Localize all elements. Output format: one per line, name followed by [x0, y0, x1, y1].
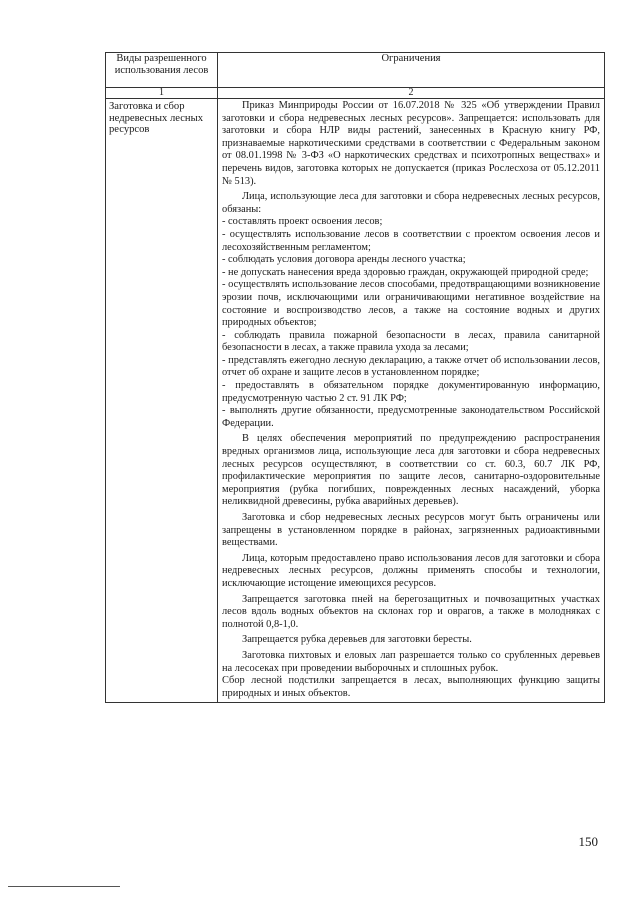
paragraph: Лица, использующие леса для заготовки и сбора недревесных лесных ресурсов, обязаны:	[222, 191, 600, 215]
restrictions-cell	[218, 99, 605, 703]
restrictions-text	[218, 99, 604, 702]
paragraph: Лица, которым предоставлено право использования лесов для заготовки и сбора недревесных лесных ресурсов, должны применять способы и технологии, исключающие истощение имеющихся ресурсов.	[222, 552, 600, 589]
list-item: - соблюдать условия договора аренды лесного участка;	[222, 254, 466, 266]
table-row	[106, 99, 605, 703]
paragraph: Запрещается заготовка пней на берегозащитных и почвозащитных участках лесов вдоль водных объектов на склонах гор и оврагов, а также в молодняках с полнотой 0,8-1,0.	[222, 593, 600, 630]
page-number: 150	[578, 834, 598, 849]
footnote-divider	[8, 886, 120, 887]
list-item: - составлять проект освоения лесов;	[222, 216, 383, 228]
column-number-2: 2	[218, 88, 605, 99]
paragraph: В целях обеспечения мероприятий по предупреждению распространения вредных организмов лица, использующие леса для заготовки и сбора недревесных лесных ресурсов осуществляют, в соответствии со ст. 60.3, 60.7 ЛК РФ, профилактические мероприятия по защите лесов, санитарно-оздоровительные мероприятия (рубка погибших, поврежденных лесных насаждений, уборка неликвидной древесины, рубка аварийных деревьев).	[222, 433, 600, 508]
list-item: - осуществлять использование лесов способами, предотвращающими возникновение эрозии почв, исключающими или ограничивающими негативное воздействие на состояние и воспроизводство лесов, а также на состояние водных и других природных объектов;	[222, 279, 600, 329]
list-item: - осуществлять использование лесов в соответствии с проектом освоения лесов и лесохозяйственным регламентом;	[222, 228, 600, 253]
restrictions-table	[105, 52, 605, 703]
list-item: - не допускать нанесения вреда здоровью граждан, окружающей природной среде;	[222, 266, 589, 278]
table-header-row	[106, 53, 605, 88]
paragraph: Заготовка пихтовых и еловых лап разрешается только со срубленных деревьев на лесосеках при проведении выборочных и сплошных рубок.	[222, 649, 600, 674]
paragraph: Приказ Минприроды России от 16.07.2018 № 325 «Об утверждении Правил заготовки и сбора недревесных лесных ресурсов». Запрещается: использовать для заготовки и сбора НЛР виды растений, занесенных в Красную книгу РФ, признаваемые наркотическими средствами в соответствии с Федеральным законом от 08.01.1998 № 3-ФЗ «О наркотических средствах и психотропных веществах» и перечень видов, заготовка которых не допускается (приказ Рослесхоза от 05.12.2011 № 513).	[222, 100, 600, 187]
column-number-row	[106, 88, 605, 99]
header-forest-use-types: Виды разрешенного использования лесов	[106, 53, 218, 88]
list-item: - представлять ежегодно лесную декларацию, а также отчет об использовании лесов, отчет об охране и защите лесов в установленном порядке;	[222, 354, 600, 379]
column-number-1: 1	[106, 88, 218, 99]
paragraph: Заготовка и сбор недревесных лесных ресурсов могут быть ограничены или запрещены в установленном порядке в районах, загрязненных радиоактивными веществами.	[222, 512, 600, 549]
paragraph: Запрещается рубка деревьев для заготовки бересты.	[242, 634, 472, 646]
paragraph: Сбор лесной подстилки запрещается в лесах, выполняющих функцию защиты природных и иных объектов.	[222, 675, 600, 699]
list-item: - соблюдать правила пожарной безопасности в лесах, правила санитарной безопасности в лесах, а также правила ухода за лесами;	[222, 329, 600, 354]
forest-use-type-cell: Заготовка и сбор недревесных лесных ресурсов	[106, 99, 218, 703]
list-item: - выполнять другие обязанности, предусмотренные законодательством Российской Федерации.	[222, 405, 600, 429]
header-restrictions: Ограничения	[218, 53, 605, 88]
list-item: - предоставлять в обязательном порядке документированную информацию, предусмотренную частью 2 ст. 91 ЛК РФ;	[222, 380, 600, 404]
